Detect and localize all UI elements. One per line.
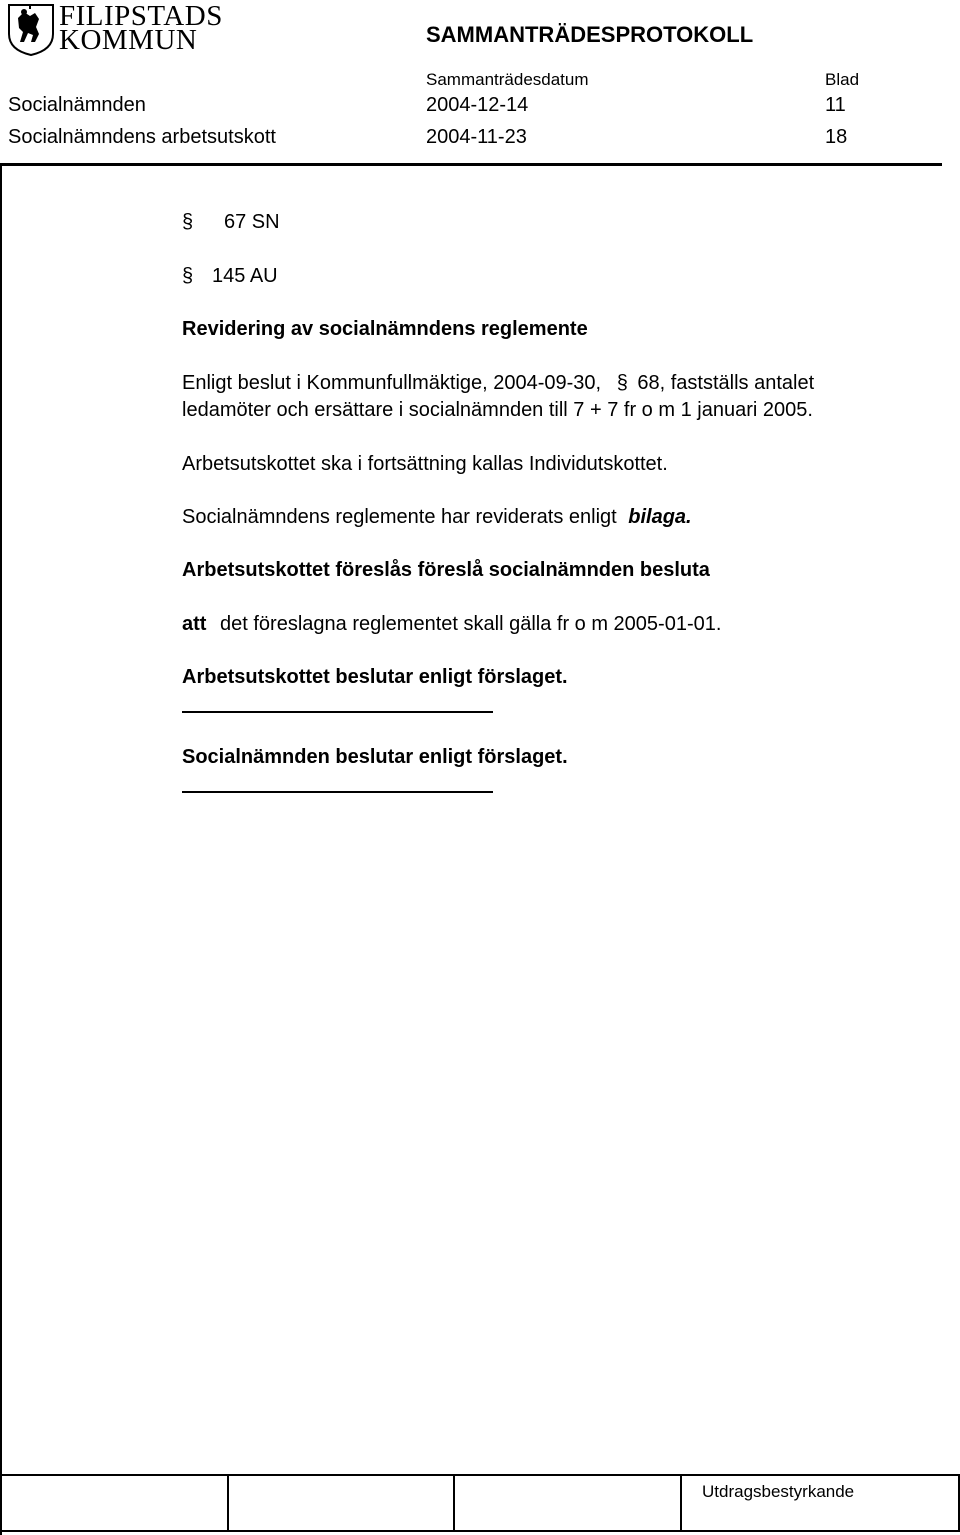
municipality-logo [8,0,223,56]
header-divider [0,163,942,166]
paragraph-1-line-1 [182,370,814,396]
section-ref-sn [182,211,280,234]
logo-text-line2: KOMMUN [59,24,198,56]
section-ref-sn-text: 67 SN [224,211,280,233]
paragraph-1-part-b: 68, fastställs antalet [637,372,815,394]
footer-cell-border [680,1474,682,1532]
date-column-label: Sammanträdesdatum [426,70,589,89]
section-ref-au-text: 145 AU [212,265,278,287]
footer-top-border [0,1474,960,1476]
decision-sn: Socialnämnden beslutar enligt förslaget. [182,746,568,768]
paragraph-3-text: Socialnämndens reglemente har reviderats enligt [182,506,617,528]
proposal: Arbetsutskottet föreslås föreslå socialnämnden besluta [182,559,710,581]
meeting-date-2: 2004-11-23 [426,126,527,148]
document-title: SAMMANTRÄDESPROTOKOLL [426,22,754,47]
page-number-2: 18 [825,126,848,148]
decision-au: Arbetsutskottet beslutar enligt förslaget. [182,666,568,688]
coat-of-arms-icon [8,4,54,56]
page-column-label: Blad [825,70,860,89]
att-text: det föreslagna reglementet skall gälla fr o m 2005-01-01. [220,613,722,635]
footer-cell-border [0,1474,2,1532]
section-title: Revidering av socialnämndens reglemente [182,318,588,340]
certification-label: Utdragsbestyrkande [702,1482,855,1501]
divider-line [182,711,493,713]
att-clause [182,611,721,637]
footer-cell-border [227,1474,229,1532]
paragraph-1-line-2: ledamöter och ersättare i socialnämnden till 7 + 7 fr o m 1 januari 2005. [182,399,813,421]
attachment-reference: bilaga. [628,506,692,528]
paragraph-2: Arbetsutskottet ska i fortsättning kallas Individutskottet. [182,453,668,475]
section-sign-icon: § [616,372,628,394]
body-name-1: Socialnämnden [8,94,146,116]
footer-cell-border [453,1474,455,1532]
body-name-2: Socialnämndens arbetsutskott [8,126,276,148]
page-number-1: 11 [825,94,846,116]
paragraph-1-part-a: Enligt beslut i Kommunfullmäktige, 2004-09-30, [182,372,602,394]
section-ref-au [182,265,278,288]
section-sign-icon: § [182,265,194,287]
logo-text-line1: FILIPSTADS [59,0,223,32]
footer-bottom-border [0,1530,960,1532]
divider-line [182,791,493,793]
meeting-date-1: 2004-12-14 [426,94,529,116]
left-margin-line [0,163,2,1535]
section-sign-icon: § [182,211,194,233]
att-label: att [182,613,207,635]
paragraph-3 [182,504,692,530]
